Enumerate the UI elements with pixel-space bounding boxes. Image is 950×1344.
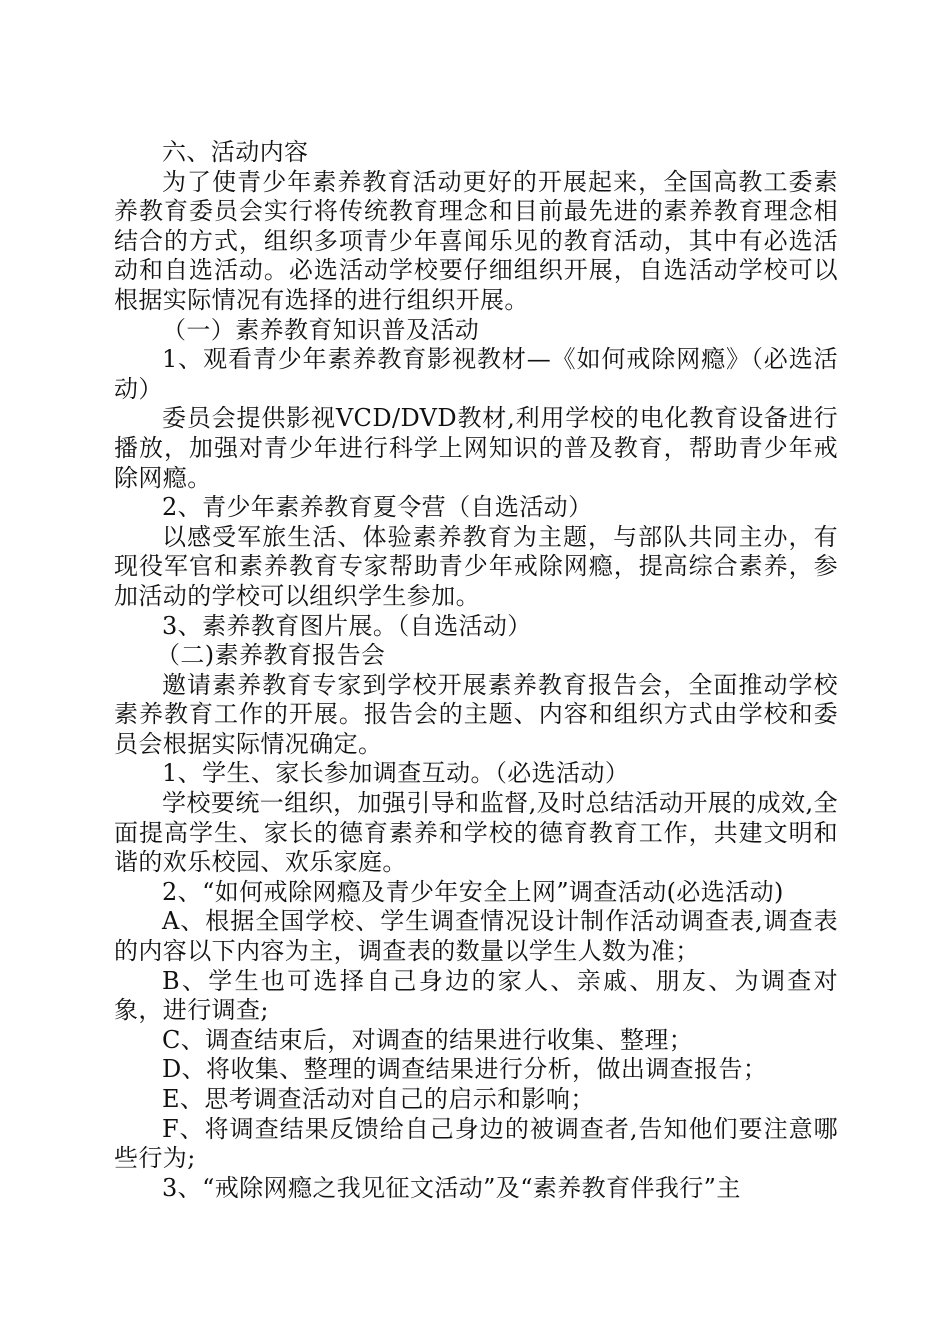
body-paragraph: 委员会提供影视VCD/DVD教材,利用学校的电化教育设备进行播放，加强对青少年进行科学上网知识的普及教育，帮助青少年戒除网瘾。 bbox=[114, 404, 838, 492]
activity-item: 3、“戒除网瘾之我见征文活动”及“素养教育伴我行”主 bbox=[162, 1173, 741, 1202]
list-item: D、将收集、整理的调查结果进行分析，做出调查报告； bbox=[162, 1055, 768, 1084]
list-item: C、调查结束后，对调查的结果进行收集、整理； bbox=[162, 1025, 694, 1054]
activity-item: 2、“如何戒除网瘾及青少年安全上网”调查活动(必选活动) bbox=[162, 877, 784, 906]
subsection-heading: （一）素养教育知识普及活动 bbox=[162, 315, 480, 344]
list-item: B、学生也可选择自己身边的家人、亲戚、朋友、为调查对象，进行调查; bbox=[114, 966, 838, 1025]
body-paragraph: 以感受军旅生活、体验素养教育为主题，与部队共同主办，有现役军官和素养教育专家帮助青少年戒除网瘾，提高综合素养，参加活动的学校可以组织学生参加。 bbox=[114, 522, 838, 610]
activity-item: 1、观看青少年素养教育影视教材—《如何戒除网瘾》（必选活动） bbox=[114, 345, 838, 403]
document-body bbox=[114, 138, 838, 1203]
list-item: E、思考调查活动对自己的启示和影响； bbox=[162, 1085, 595, 1113]
list-item: F、将调查结果反馈给自己身边的被调查者,告知他们要注意哪些行为; bbox=[114, 1114, 838, 1173]
activity-item: 3、素养教育图片展。（自选活动） bbox=[162, 611, 532, 640]
body-paragraph: 学校要统一组织，加强引导和监督,及时总结活动开展的成效,全面提高学生、家长的德育素养和学校的德育教育工作，共建文明和谐的欢乐校园、欢乐家庭。 bbox=[114, 789, 838, 877]
body-paragraph: 为了使青少年素养教育活动更好的开展起来，全国高教工委素养教育委员会实行将传统教育理念和目前最先进的素养教育理念相结合的方式，组织多项青少年喜闻乐见的教育活动，其中有必选活动和自选活动。必选活动学校要仔细组织开展，自选活动学校可以根据实际情况有选择的进行组织开展。 bbox=[114, 167, 838, 314]
activity-item: 2、青少年素养教育夏令营（自选活动） bbox=[162, 493, 593, 522]
section-heading: 六、活动内容 bbox=[162, 138, 309, 166]
body-paragraph: 邀请素养教育专家到学校开展素养教育报告会，全面推动学校素养教育工作的开展。报告会的主题、内容和组织方式由学校和委员会根据实际情况确定。 bbox=[114, 670, 838, 758]
list-item: A、根据全国学校、学生调查情况设计制作活动调查表,调查表的内容以下内容为主，调查表的数量以学生人数为准； bbox=[114, 907, 838, 966]
subsection-heading: （二)素养教育报告会 bbox=[156, 641, 386, 670]
activity-item: 1、学生、家长参加调查互动。（必选活动） bbox=[162, 759, 630, 788]
